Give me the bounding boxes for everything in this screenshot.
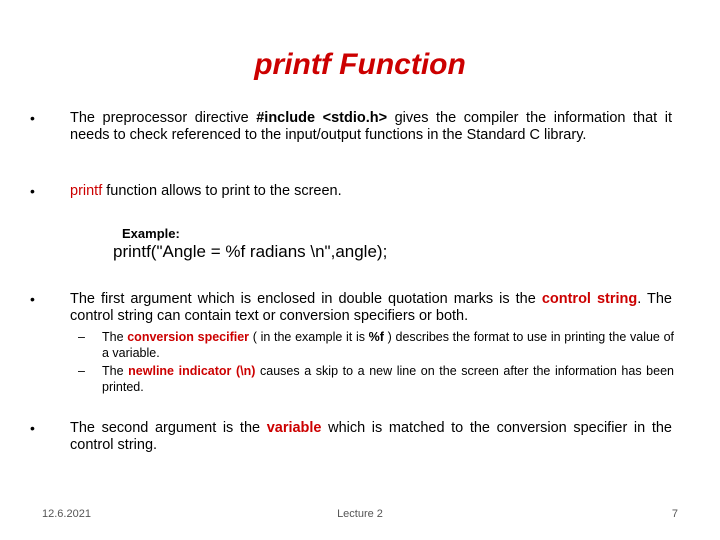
bullet-printf-intro	[70, 183, 672, 200]
sub-bullet-conversion-specifier	[78, 329, 674, 361]
printf-keyword: printf	[70, 183, 103, 199]
bullet-variable	[70, 420, 672, 454]
bullet-text: which is matched to the conversion specifier in the control string.	[70, 420, 672, 453]
bullet-control-string	[70, 291, 672, 325]
footer-lecture: Lecture 2	[337, 508, 383, 520]
footer-date: 12.6.2021	[42, 508, 91, 520]
sub-text: The	[102, 364, 129, 378]
footer-page-number: 7	[671, 508, 678, 520]
bullet-text: The second argument is the	[70, 420, 267, 436]
example-code: printf("Angle = %f radians \n",angle);	[113, 242, 388, 261]
sub-bullet-text	[78, 363, 674, 395]
bullet-text: The first argument which is enclosed in double quotation marks is the	[70, 291, 542, 307]
bullet-include-directive	[70, 110, 672, 144]
bullet-marker: •	[30, 110, 35, 126]
bullet-marker: •	[30, 291, 35, 307]
include-directive-code: #include <stdio.h>	[256, 110, 388, 126]
conversion-specifier-highlight: conversion specifier	[127, 330, 250, 344]
bullet-text: gives the compiler the information that it needs to check referenced to the input/output functions in the Standard C library.	[70, 110, 672, 143]
bullet-text: The preprocessor directive	[70, 110, 257, 126]
bullet-marker: •	[30, 420, 35, 436]
sub-bullet-dash: –	[78, 330, 85, 344]
sub-text: The	[102, 330, 128, 344]
sub-bullet-newline-indicator	[78, 363, 674, 395]
sub-text: ) describes the format to use in printing the value of a variable.	[102, 330, 675, 360]
sub-text: ( in the example it is	[249, 330, 369, 344]
newline-indicator-highlight: newline indicator (\n)	[128, 364, 256, 378]
control-string-highlight: control string	[541, 291, 638, 307]
bullet-text: function allows to print to the screen.	[102, 183, 342, 199]
sub-bullet-text	[78, 329, 674, 361]
format-code: %f	[368, 330, 384, 344]
slide-title: printf Function	[254, 48, 466, 81]
bullet-text: . The control string can contain text or conversion specifiers or both.	[70, 291, 672, 324]
example-label: Example:	[122, 226, 180, 241]
variable-highlight: variable	[266, 420, 322, 436]
bullet-marker: •	[30, 183, 35, 199]
sub-text: causes a skip to a new line on the screen after the information has been printed.	[102, 364, 674, 394]
sub-bullet-dash: –	[78, 364, 85, 378]
